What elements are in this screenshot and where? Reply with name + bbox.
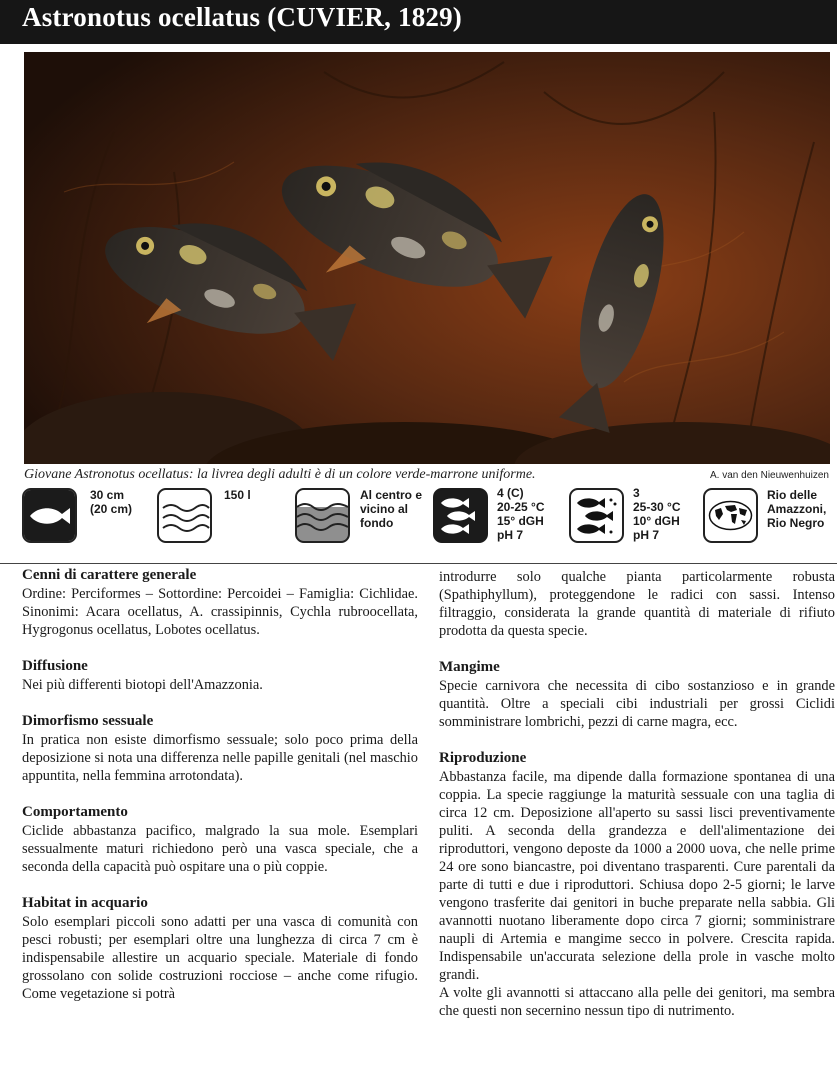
- section-body: Ciclide abbastanza pacifico, malgrado la sua mole. Esemplari sessualmente maturi richiedono però una vasca speciale, che a seconda della capacità può ospitare una o più coppie.: [22, 823, 418, 875]
- section-body: Solo esemplari piccoli sono adatti per una vasca di comunità con pesci robusti; per esemplari oltre una lunghezza di circa 7 cm è indispensabile allestire un acquario speciale. Materiale di fondo grossolano con solide costruzioni rocciose – anche come rifugio. Come vegetazione si potrà: [22, 914, 418, 1002]
- section-body: Specie carnivora che necessita di cibo sostanzioso e in grande quantità. Oltre a speciali cibi industriali per grossi Ciclidi somministrare lombrichi, pezzi di carne magra, ecc.: [439, 678, 835, 730]
- photo-credit: A. van den Nieuwenhuizen: [710, 470, 829, 481]
- group-fish-icon: [433, 488, 488, 543]
- section-continuation: introdurre solo qualche pianta particolarmente robusta (Spathiphyllum), proteggendone le radici con sassi. Intenso filtraggio, considerata la grande quantità di materiale di rifiuto prodotta da questa specie.: [439, 569, 835, 639]
- fish-photo: [24, 52, 830, 464]
- aquarium-illustration: [24, 52, 830, 464]
- section-heading: Dimorfismo sessuale: [22, 713, 154, 729]
- world-map-text: Rio delle Amazzoni, Rio Negro: [767, 488, 827, 530]
- group-fish-text: 4 (C) 20-25 °C 15° dGH pH 7: [497, 486, 545, 542]
- section-heading: Cenni di carattere generale: [22, 567, 197, 583]
- swim-zone-icon: [295, 488, 350, 543]
- section-body: Ordine: Perciformes – Sottordine: Percoidei – Famiglia: Cichlidae. Sinonimi: Acara ocellatus, A. crassipinnis, Cychla rubroocellata, Hygrogonus ocellatus, Lobotes ocellatus.: [22, 586, 418, 638]
- fish-size-icon: [22, 488, 77, 543]
- section-body: A volte gli avannotti si attaccano alla pelle dei genitori, ma sembra che questi non secernino nessun tipo di nutrimento.: [439, 985, 835, 1019]
- section-heading: Habitat in acquario: [22, 895, 148, 911]
- section-heading: Diffusione: [22, 658, 88, 674]
- divider: [0, 563, 837, 564]
- page-title: Astronotus ocellatus (CUVIER, 1829): [22, 2, 463, 32]
- right-column: [439, 568, 835, 1020]
- section-body: Nei più differenti biotopi dell'Amazzonia.: [22, 677, 263, 693]
- section-body: Abbastanza facile, ma dipende dalla formazione spontanea di una coppia. La specie raggiunge la maturità sessuale con una taglia di circa 12 cm. Deposizione all'aperto su sassi lisci preventivamente puliti. A seconda della grandezza e dell'alimentazione dei riproduttori, vengono deposte da 1000 a 2000 uova, che nelle prime 24 ore sono biancastre, poi diventano trasparenti. Cure parentali da parte di tutti e due i riproduttori. Schiusa dopo 2-5 giorni; le larve vengono trasferite dai genitori in buche preparate nella sabbia. Gli avannotti nuotano liberamente dopo circa 7 giorni; somministrare naupli di Artemia e mangime secco in polvere. Crescita rapida. Indispensabile un'accurata selezione della prole in vasche molto grandi.: [439, 769, 835, 983]
- tank-volume-text: 150 l: [224, 488, 251, 502]
- section-heading: Riproduzione: [439, 750, 527, 766]
- tank-volume-icon: [157, 488, 212, 543]
- section-heading: Comportamento: [22, 804, 128, 820]
- section-body: In pratica non esiste dimorfismo sessuale; solo poco prima della deposizione si nota una differenza nelle papille genitali (nel maschio appuntita, nella femmina arrotondata).: [22, 732, 418, 784]
- breeding-fish-text: 3 25-30 °C 10° dGH pH 7: [633, 486, 681, 542]
- world-map-icon: [703, 488, 758, 543]
- left-column: [22, 566, 418, 1003]
- swim-zone-text: Al centro e vicino al fondo: [360, 488, 423, 530]
- breeding-fish-icon: [569, 488, 624, 543]
- title-bar: [0, 0, 837, 44]
- fish-size-text: 30 cm (20 cm): [90, 488, 133, 516]
- photo-caption: Giovane Astronotus ocellatus: la livrea degli adulti è di un colore verde-marrone uniforme.: [24, 467, 536, 482]
- section-heading: Mangime: [439, 659, 500, 675]
